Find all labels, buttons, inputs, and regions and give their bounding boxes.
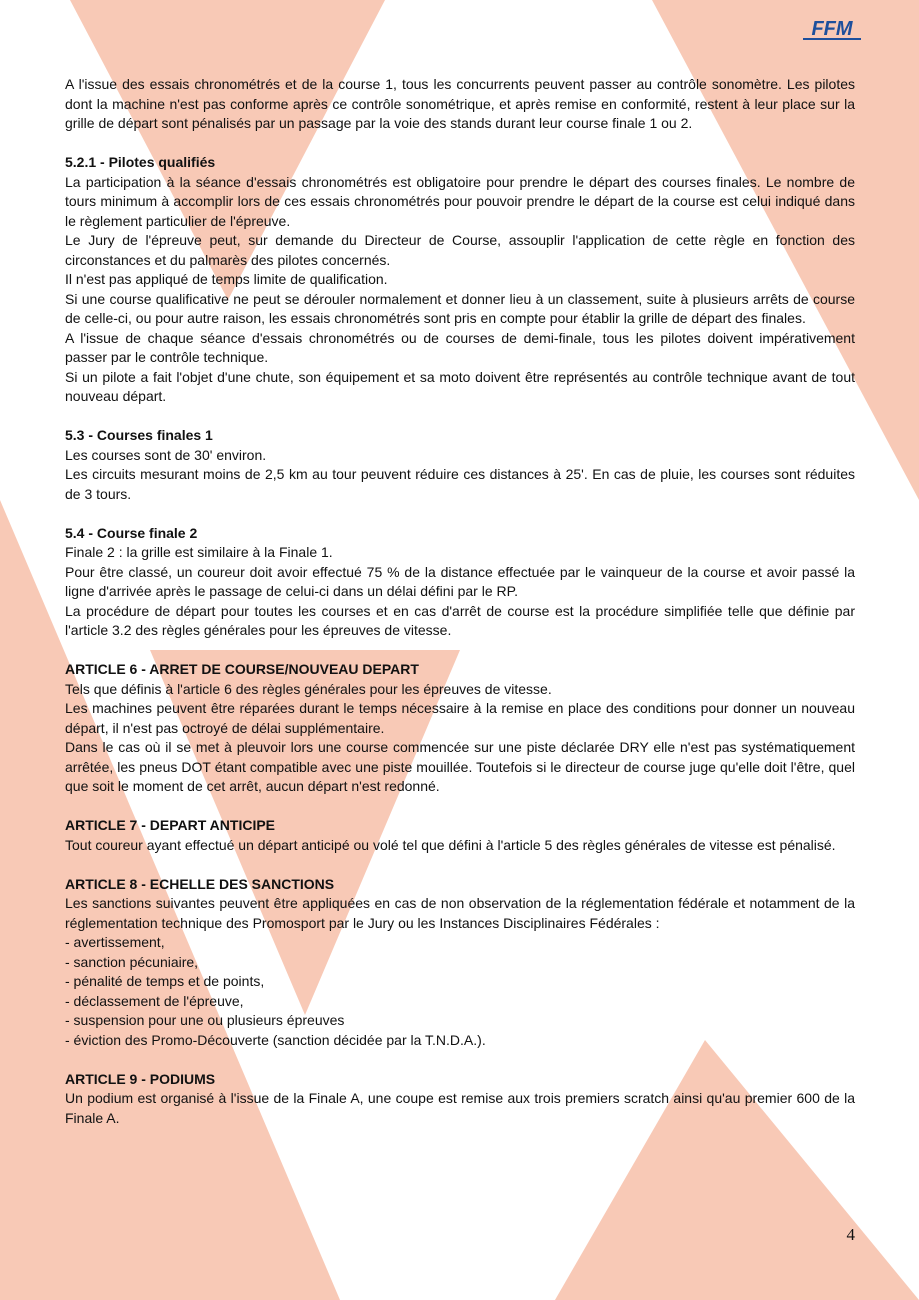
section-heading: ARTICLE 9 - PODIUMS — [65, 1070, 216, 1087]
section-s54 — [65, 524, 855, 641]
paragraph: - suspension pour une ou plusieurs épreuves — [65, 1012, 345, 1028]
paragraph: - avertissement, — [65, 934, 165, 950]
section-intro — [65, 75, 855, 134]
section-a7 — [65, 816, 855, 855]
logo-graphic — [799, 14, 865, 44]
logo-text: FFM — [811, 18, 853, 40]
section-heading: 5.4 - Course finale 2 — [65, 524, 198, 541]
paragraph: Si une course qualificative ne peut se dérouler normalement et donner lieu à un classement, suite à plusieurs arrêts de course de celle-ci, ou pour autre raison, les essais chronométrés sont pris en compte pour établir la grille de départ des finales. — [65, 290, 855, 326]
paragraph: La procédure de départ pour toutes les courses et en cas d'arrêt de course est la procédure simplifiée telle que définie par l'article 3.2 des règles générales pour les épreuves de vitesse. — [65, 602, 855, 638]
section-heading: 5.3 - Courses finales 1 — [65, 427, 213, 443]
paragraph: - déclassement de l'épreuve, — [65, 992, 244, 1009]
document-body — [65, 75, 855, 1148]
paragraph: - éviction des Promo-Découverte (sanction décidée par la T.N.D.A.). — [65, 1031, 486, 1048]
paragraph: La participation à la séance d'essais chronométrés est obligatoire pour prendre le départ des courses finales. Le nombre de tours minimum à accomplir lors de ces essais chronométrés pour pouvoir prendre le départ de la course est celui indiqué dans le règlement particulier de l'épreuve. — [65, 173, 855, 229]
paragraph: Les sanctions suivantes peuvent être appliquées en cas de non observation de la réglementation fédérale et notamment de la réglementation technique des Promosport par le Jury ou les Instances Disciplinaires Fédérales : — [65, 895, 855, 931]
paragraph: Le Jury de l'épreuve peut, sur demande du Directeur de Course, assouplir l'application de cette règle en fonction des circonstances et du palmarès des pilotes concernés. — [65, 232, 855, 268]
paragraph: Si un pilote a fait l'objet d'une chute, son équipement et sa moto doivent être représentés au contrôle technique avant de tout nouveau départ. — [65, 368, 855, 404]
section-heading: ARTICLE 8 - ECHELLE DES SANCTIONS — [65, 875, 335, 892]
section-a6 — [65, 660, 855, 797]
section-heading: 5.2.1 - Pilotes qualifiés — [65, 154, 216, 170]
paragraph: Pour être classé, un coureur doit avoir effectué 75 % de la distance effectuée par le vainqueur de la course et avoir passé la ligne d'arrivée après le passage de celui-ci dans un délai défini par le RP. — [65, 563, 855, 599]
paragraph: - sanction pécuniaire, — [65, 953, 199, 970]
paragraph: Finale 2 : la grille est similaire à la Finale 1. — [65, 544, 333, 560]
paragraph: Les circuits mesurant moins de 2,5 km au tour peuvent réduire ces distances à 25'. En cas de pluie, les courses sont réduites de 3 tours. — [65, 466, 855, 502]
ffm-logo — [799, 14, 865, 44]
section-s53 — [65, 426, 855, 504]
paragraph: Tels que définis à l'article 6 des règles générales pour les épreuves de vitesse. — [65, 680, 552, 697]
paragraph: Tout coureur ayant effectué un départ anticipé ou volé tel que défini à l'article 5 des règles générales de vitesse est pénalisé. — [65, 836, 836, 853]
page-number: 4 — [846, 1225, 855, 1244]
paragraph: Les machines peuvent être réparées durant le temps nécessaire à la remise en place des conditions pour donner un nouveau départ, il n'est pas octroyé de délai supplémentaire. — [65, 700, 855, 736]
paragraph: A l'issue des essais chronométrés et de la course 1, tous les concurrents peuvent passer au contrôle sonomètre. Les pilotes dont la machine n'est pas conforme après ce contrôle sonométrique, et après remise en conformité, restent à leur place sur la grille de départ sont pénalisés par un passage par la voie des stands durant leur course finale 1 ou 2. — [65, 76, 855, 131]
paragraph: Les courses sont de 30' environ. — [65, 446, 267, 463]
section-heading: ARTICLE 6 - ARRET DE COURSE/NOUVEAU DEPART — [65, 661, 419, 677]
paragraph: Un podium est organisé à l'issue de la Finale A, une coupe est remise aux trois premiers scratch ainsi qu'au premier 600 de la Finale A. — [65, 1090, 855, 1126]
paragraph: Dans le cas où il se met à pleuvoir lors une course commencée sur une piste déclarée DRY elle n'est pas systématiquement arrêtée, les pneus DOT étant compatible avec une piste mouillée. Toutefois si le directeur de course juge qu'elle doit l'être, quel que soit le moment de cet arrêt, aucun départ n'est redonné. — [65, 739, 855, 794]
paragraph: - pénalité de temps et de points, — [65, 973, 265, 989]
paragraph: A l'issue de chaque séance d'essais chronométrés ou de courses de demi-finale, tous les pilotes doivent impérativement passer par le contrôle technique. — [65, 329, 855, 365]
section-a8 — [65, 875, 855, 1051]
paragraph: Il n'est pas appliqué de temps limite de qualification. — [65, 271, 388, 287]
section-heading: ARTICLE 7 - DEPART ANTICIPE — [65, 817, 276, 833]
section-s521 — [65, 153, 855, 407]
section-a9 — [65, 1070, 855, 1129]
